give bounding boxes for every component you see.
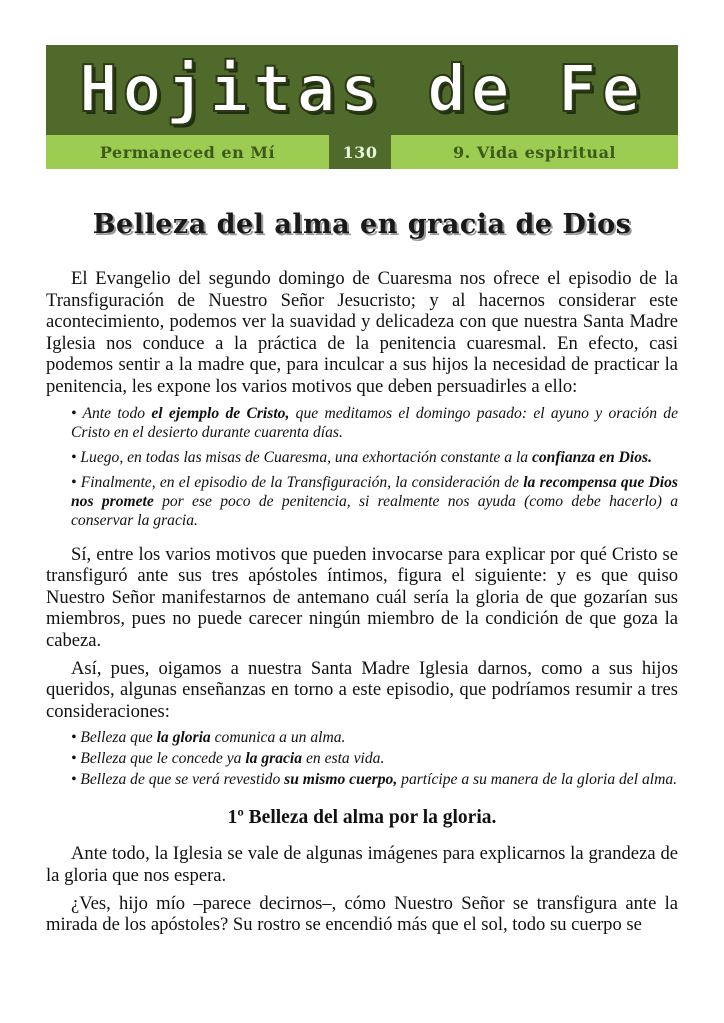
header-left-label: Permaneced en Mí — [46, 135, 329, 169]
bullet-1: • Ante todo el ejemplo de Cristo, que meditamos el domingo pasado: el ayuno y oración de Cristo en el desierto durante cuarenta días. — [71, 404, 679, 441]
bullet-6: • Belleza de que se verá revestido su mismo cuerpo, partícipe a su manera de la gloria del alma. — [71, 771, 678, 789]
paragraph-5: ¿Ves, hijo mío –parece decirnos–, cómo Nuestro Señor se transfigura ante la mirada de los apóstoles? Su rostro se encendió más que el sol, todo su cuerpo se — [46, 892, 678, 936]
bullet-3: • Finalmente, en el episodio de la Transfiguración, la consideración de la recompensa que Dios nos promete por ese poco de penitencia, si realmente nos ayuda (como debe hacerlo) a conservar la gracia. — [71, 473, 678, 529]
paragraph-4: Ante todo, la Iglesia se vale de algunas imágenes para explicarnos la grandeza de la gloria que nos espera. — [46, 843, 678, 886]
paragraph-1: El Evangelio del segundo domingo de Cuaresma nos ofrece el episodio de la Transfiguración de Nuestro Señor Jesucristo; y al hacernos considerar este acontecimiento, podemos ver la suavidad y delicadeza con que nuestra Santa Madre Iglesia nos conduce a la práctica de la penitencia cuaresmal. En efecto, casi podemos sentir a la madre que, para inculcar a sus hijos la necesidad de practicar la penitencia, les expone los varios motivos que deben persuadirles a ello: — [46, 268, 678, 397]
header-subbar — [46, 135, 678, 169]
bullet-4: • Belleza que la gloria comunica a un alma. — [71, 729, 346, 747]
header-title: Hojitas de Fe — [79, 53, 645, 127]
paragraph-3: Así, pues, oigamos a nuestra Santa Madre Iglesia darnos, como a sus hijos queridos, algunas enseñanzas en torno a este episodio, que podríamos resumir a tres consideraciones: — [46, 657, 678, 722]
header-banner — [46, 45, 678, 169]
bullet-5: • Belleza que le concede ya la gracia en esta vida. — [71, 750, 385, 768]
issue-number: 130 — [329, 135, 391, 169]
section-heading: 1º Belleza del alma por la gloria. — [227, 807, 497, 829]
article-body — [46, 268, 678, 942]
document-title: Belleza del alma en gracia de Dios — [92, 209, 632, 240]
paragraph-2: Sí, entre los varios motivos que pueden invocarse para explicar por qué Cristo se transfiguró ante sus tres apóstoles íntimos, figura el siguiente: y es que quiso Nuestro Señor manifestarnos de antemano cuál sería la gloria de que gozarían sus miembros, pues no puede carecer ningún miembro de la condición de que goza la cabeza. — [46, 543, 678, 651]
header-right-label: 9. Vida espiritual — [391, 135, 678, 169]
bullet-2: • Luego, en todas las misas de Cuaresma, una exhortación constante a la confianza en Dios. — [71, 448, 652, 466]
header-title-bar — [46, 45, 678, 135]
